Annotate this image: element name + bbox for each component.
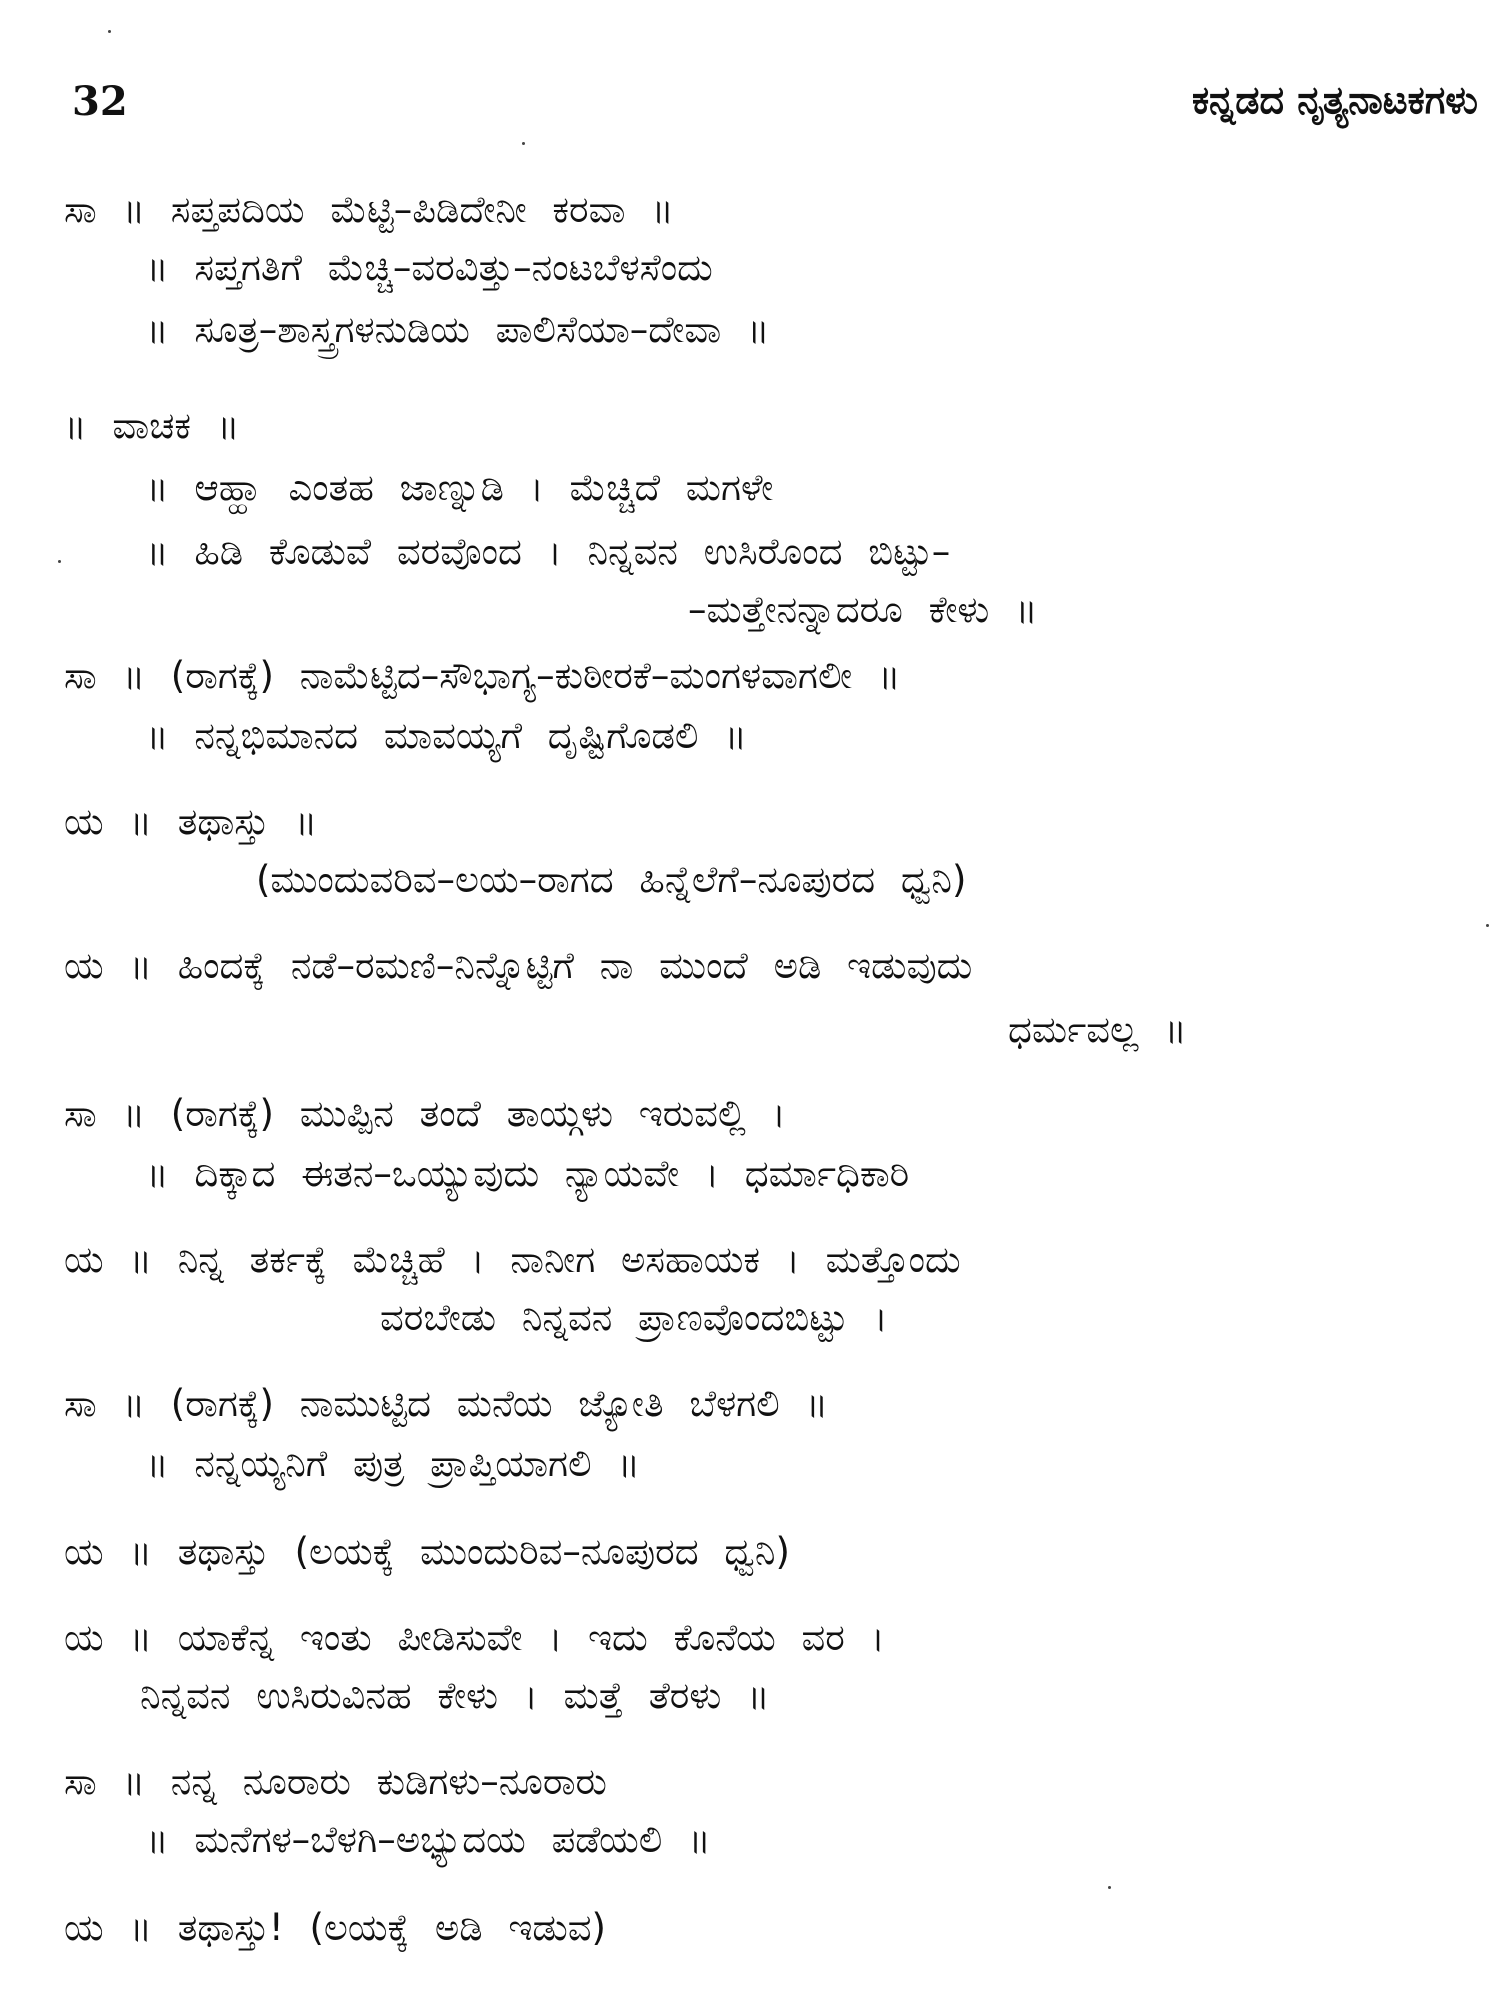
verse-line: ಸಾ ॥ ನನ್ನ ನೂರಾರು ಕುಡಿಗಳು–ನೂರಾರು [64, 1760, 607, 1803]
page-number: 32 [72, 78, 128, 125]
verse-line: ವರಬೇಡು ನಿನ್ನವನ ಪ್ರಾಣವೊಂದಬಿಟ್ಟು । [380, 1296, 888, 1339]
scan-speck [1108, 1886, 1111, 1889]
verse-line: –ಮತ್ತೇನನ್ನಾದರೂ ಕೇಳು ॥ [688, 588, 1038, 631]
verse-line: ॥ ದಿಕ್ಕಾದ ಈತನ–ಒಯ್ಯುವುದು ನ್ಯಾಯವೇ । ಧರ್ಮಾಧಿಕಾರಿ [146, 1152, 910, 1195]
verse-line: ॥ ಹಿಡಿ ಕೊಡುವೆ ವರವೊಂದ । ನಿನ್ನವನ ಉಸಿರೊಂದ ಬಿಟ್ಟು– [146, 530, 951, 573]
scan-speck [108, 30, 111, 33]
verse-line: ॥ ಸಪ್ತಗತಿಗೆ ಮೆಚ್ಚಿ–ವರವಿತ್ತು–ನಂಟಬೆಳಸೆಂದು [146, 246, 713, 289]
stage-direction: (ಮುಂದುವರಿವ–ಲಯ–ರಾಗದ ಹಿನ್ನೆಲೆಗೆ–ನೂಪುರದ ಧ್ವನಿ) [256, 858, 967, 901]
running-header-title: ಕನ್ನಡದ ನೃತ್ಯನಾಟಕಗಳು [1191, 78, 1478, 122]
verse-line: ಯ ॥ ಯಾಕೆನ್ನ ಇಂತು ಪೀಡಿಸುವೇ । ಇದು ಕೊನೆಯ ವರ । [64, 1616, 885, 1659]
section-heading-narrator: ॥ ವಾಚಕ ॥ [64, 404, 240, 447]
verse-line: ಧರ್ಮವಲ್ಲ ॥ [1008, 1008, 1187, 1051]
verse-line: ನಿನ್ನವನ ಉಸಿರುವಿನಹ ಕೇಳು । ಮತ್ತೆ ತೆರಳು ॥ [140, 1674, 770, 1717]
verse-line: ಯ ॥ ಹಿಂದಕ್ಕೆ ನಡೆ–ರಮಣಿ–ನಿನ್ನೊಟ್ಟಿಗೆ ನಾ ಮುಂದೆ ಅಡಿ ಇಡುವುದು [64, 944, 973, 987]
verse-line: ಯ ॥ ತಥಾಸ್ತು (ಲಯಕ್ಕೆ ಮುಂದುರಿವ–ನೂಪುರದ ಧ್ವನಿ) [64, 1530, 790, 1573]
scan-speck [1486, 924, 1489, 927]
verse-line: ಸಾ ॥ (ರಾಗಕ್ಕೆ) ನಾಮುಟ್ಟಿದ ಮನೆಯ ಜ್ಯೋತಿ ಬೆಳಗಲಿ ॥ [64, 1382, 829, 1425]
verse-line: ಸಾ ॥ (ರಾಗಕ್ಕೆ) ಮುಪ್ಪಿನ ತಂದೆ ತಾಯ್ಗಳು ಇರುವಲ್ಲಿ । [64, 1092, 786, 1135]
verse-line: ಯ ॥ ನಿನ್ನ ತರ್ಕಕ್ಕೆ ಮೆಚ್ಚಿಹೆ । ನಾನೀಗ ಅಸಹಾಯಕ । ಮತ್ತೊಂದು [64, 1238, 961, 1281]
verse-line: ಸಾ ॥ ಸಪ್ತಪದಿಯ ಮೆಟ್ಟಿ–ಪಿಡಿದೇನೀ ಕರವಾ ॥ [64, 188, 674, 231]
verse-line: ॥ ಆಹ್ಹಾ ಎಂತಹ ಜಾಣ್ನುಡಿ । ಮೆಚ್ಚಿದೆ ಮಗಳೇ [146, 466, 774, 509]
verse-line: ॥ ನನ್ನಭಿಮಾನದ ಮಾವಯ್ಯಗೆ ದೃಷ್ಟಿಗೊಡಲಿ ॥ [146, 714, 747, 757]
verse-line: ॥ ನನ್ನಯ್ಯನಿಗೆ ಪುತ್ರ ಪ್ರಾಪ್ತಿಯಾಗಲಿ ॥ [146, 1442, 640, 1485]
verse-line: ಯ ॥ ತಥಾಸ್ತು! (ಲಯಕ್ಕೆ ಅಡಿ ಇಡುವ) [64, 1906, 606, 1949]
verse-line: ॥ ಮನೆಗಳ–ಬೆಳಗಿ–ಅಭ್ಯುದಯ ಪಡೆಯಲಿ ॥ [146, 1818, 711, 1861]
verse-line: ಸಾ ॥ (ರಾಗಕ್ಕೆ) ನಾಮೆಟ್ಟಿದ–ಸೌಭಾಗ್ಯ–ಕುಠೀರಕೆ–ಮಂಗಳವಾಗಲೀ ॥ [64, 654, 901, 697]
verse-line: ॥ ಸೂತ್ರ–ಶಾಸ್ತ್ರಗಳನುಡಿಯ ಪಾಲಿಸೆಯಾ–ದೇವಾ ॥ [146, 308, 770, 351]
scan-speck [58, 560, 61, 563]
verse-line: ಯ ॥ ತಥಾಸ್ತು ॥ [64, 800, 318, 843]
scan-speck [522, 142, 525, 145]
